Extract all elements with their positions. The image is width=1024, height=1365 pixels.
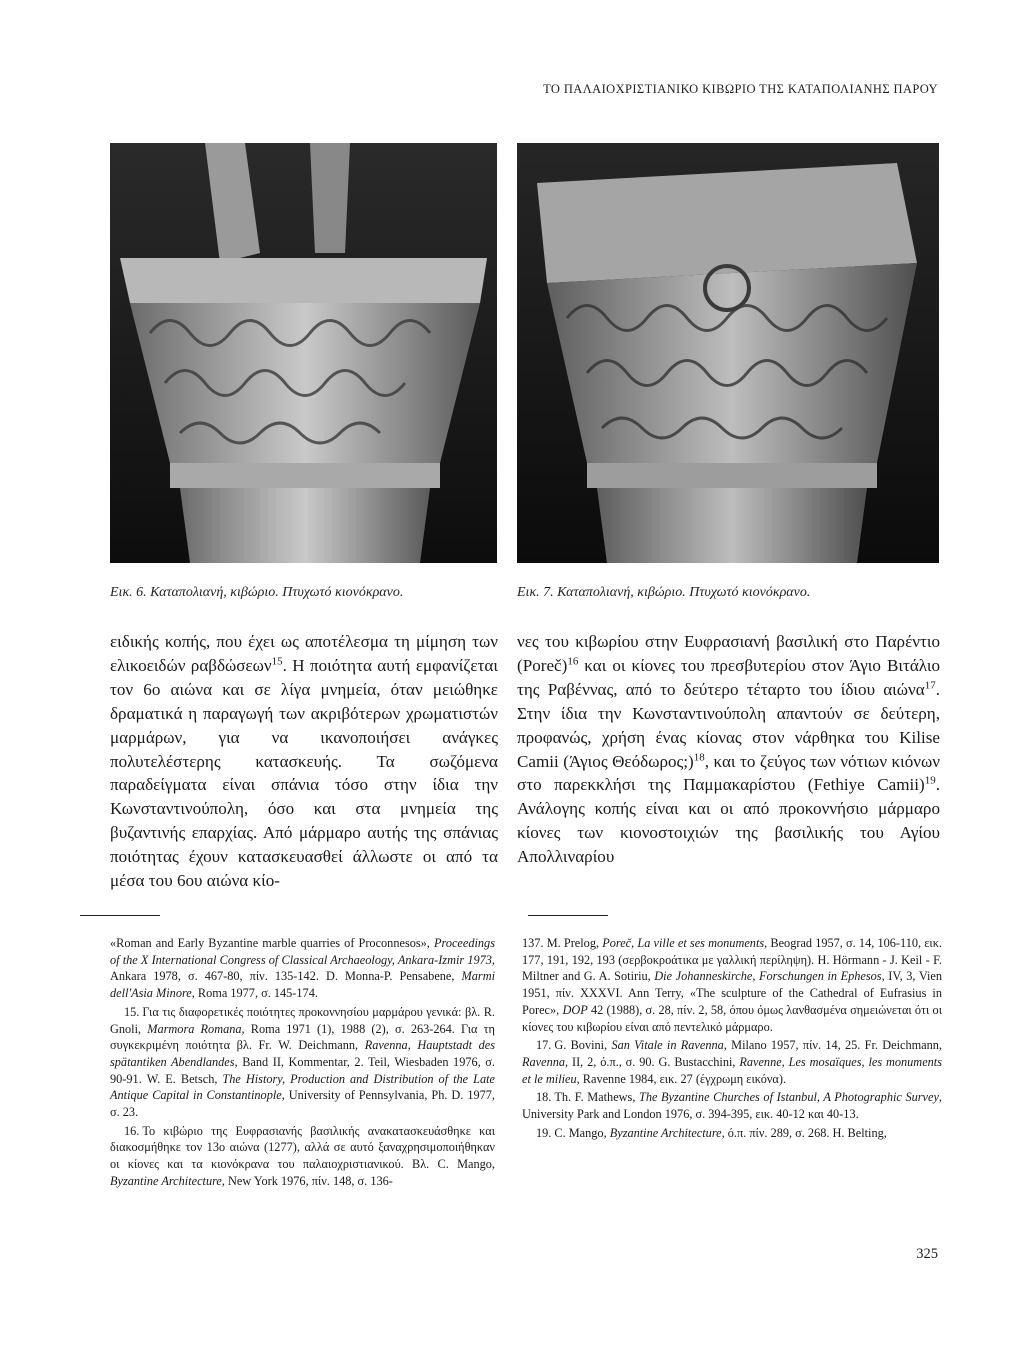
footnote-ref: 18: [693, 750, 705, 763]
page-number: 325: [916, 1246, 938, 1262]
footnote-title: Proceedings of the X International Congress of Classical Archaeology, Ankara-Izmir 1973: [110, 936, 495, 967]
body-text-segment: . Στην ίδια την Κωνσταντινούπολη απαντούν σε δεύτερη, προφανώς, χρήση ένας κίονας στον νάρθηκα του Kilise Camii (Άγιος Θεόδωρος;): [517, 679, 940, 771]
footnote-title: Die Johanneskirche, Forschungen in Ephesos: [654, 969, 882, 984]
body-text-segment: , και το ζεύγος των νότιων κιόνων στο παρεκκλήσι της Παμμακαρίστου (Fethiye Camii): [517, 751, 940, 795]
footnote-text: , Ankara 1978, σ. 467-80, πίν. 135-142. D. Monna-P. Pensabene,: [110, 952, 495, 984]
body-text-segment: και οι κίονες του πρεσβυτερίου στον Άγιο Βιτάλιο της Ραβέννας, από το δεύτερο τέταρτο του ίδιου αιώνα: [517, 655, 940, 699]
body-paragraph-left: [110, 630, 498, 893]
footnote-text: , Roma 1971 (1), 1988 (2), σ. 263-264. Για τη συγκεκριμένη ποιότητα βλ. Fr. W. Deichmann,: [110, 1021, 495, 1053]
footnote-title: Ravenna: [522, 1054, 566, 1069]
footnote-title: Byzantine Architecture: [110, 1173, 222, 1188]
footnote-text: , Beograd 1957, σ. 14, 106-110, εικ. 177, 191, 192, 193 (σερβοκροάτικα με γαλλική περίληψη). H. Hörmann - J. Keil - F. Miltner and G. A. Sotiriu,: [522, 936, 942, 984]
footnote-text: , University of Pennsylvania, Ph. D. 1977, σ. 23.: [110, 1088, 495, 1120]
body-text-right-column: [517, 630, 940, 869]
footnote-title: The History, Production and Distribution of the Late Antique Capital in Constantinople: [110, 1071, 495, 1103]
footnote-number: 17.: [536, 1038, 552, 1053]
footnote: [522, 935, 942, 1035]
footnote: [522, 1125, 942, 1142]
footnote-ref: 19: [924, 774, 936, 787]
footnote-title: Ravenna, Hauptstadt des spätantiken Abendlandes: [110, 1038, 496, 1069]
capital-photo-6: [110, 143, 497, 563]
footnote-text: , New York 1976, πίν. 148, σ. 136-: [221, 1173, 393, 1188]
footnote-ref: 16: [567, 655, 579, 668]
footnote-separator-right: [528, 915, 608, 916]
footnote-number: 18.: [536, 1090, 552, 1105]
footnote: [110, 1123, 495, 1190]
footnote-number: 16.: [124, 1123, 140, 1138]
footnote-title: San Vitale in Ravenna: [611, 1038, 724, 1053]
footnote-text: , Milano 1957, πίν. 14, 25. Fr. Deichmann,: [723, 1038, 942, 1053]
footnote-text: , Roma 1977, σ. 145-174.: [191, 986, 318, 1001]
footnote-text: Th. F. Mathews,: [554, 1090, 639, 1105]
footnote-title: Ravenne, Les mosaïques, les monuments et le milieu: [522, 1054, 942, 1086]
body-paragraph-right: [517, 630, 940, 869]
footnote-number: 15.: [124, 1004, 140, 1019]
footnote: [110, 935, 495, 1002]
footnote-ref: 17: [924, 679, 936, 692]
footnote-text: , IV, 3, Vien 1951, πίν. XXXVI. Ann Terry, «The sculpture of the Cathedral of Eufrasius in Porec»,: [522, 969, 943, 1017]
capital-photo-7: [517, 143, 939, 563]
footnote-text: , II, 2, ό.π., σ. 90. G. Bustacchini,: [565, 1054, 740, 1069]
footnote-title: Poreč, La ville et ses monuments: [602, 936, 765, 950]
footnote-separator-left: [80, 915, 160, 916]
body-text-segment: . Η ποιότητα αυτή εμφανίζεται τον 6ο αιώνα και σε λίγα μνημεία, όταν μειώθηκε δραματικά η παραγωγή των ακριβότερων χρωματιστών μαρμάρων, για να ικανοποιήσει ανάγκες πολυτελέστερης κατασκευής. Τα σωζόμενα παραδείγματα είναι σπάνια τόσο στην ίδια την Κωνσταντινούπολη, όσο και στα μνημεία της βυζαντινής επαρχίας. Από μάρμαρο αυτής της σπάνιας ποιότητας έχουν κατασκευασθεί άλλωστε οι από τα μέσα του 6ου αιώνα κίο-: [110, 655, 498, 891]
running-header: ΤΟ ΠΑΛΑΙΟΧΡΙΣΤΙΑΝΙΚΟ ΚΙΒΩΡΙΟ ΤΗΣ ΚΑΤΑΠΟΛΙΑΝΗΣ ΠΑΡΟΥ: [543, 82, 938, 96]
footnote-text: 137. M. Prelog,: [522, 936, 603, 950]
footnote-title: Byzantine Architecture: [609, 1125, 722, 1140]
footnote-text: Για τις διαφορετικές ποιότητες προκοννησίου μαρμάρου γενικά: βλ. R. Gnoli,: [110, 1004, 495, 1036]
footnote-title: Marmi dell'Asia Minore: [110, 969, 495, 1001]
footnote-text: 42 (1988), σ. 28, πίν. 2, 58, όπου όμως λανθασμένα σημειώνεται ότι οι κίονες του κιβωρίου είναι από πεντελικό μάρμαρο.: [522, 1002, 943, 1034]
footnote: [110, 1004, 495, 1121]
footnote: [522, 1089, 942, 1122]
body-text-segment: . Ανάλογης κοπής είναι και οι από προκοννήσιο μάρμαρο κίονες των κιονοστοιχιών της βασιλικής του Αγίου Απολλιναρίου: [517, 775, 940, 867]
footnote-text: , Ravenne 1984, εικ. 27 (έγχρωμη εικόνα).: [576, 1071, 787, 1086]
figure-6-caption: Εικ. 6. Καταπολιανή, κιβώριο. Πτυχωτό κιονόκρανο.: [110, 585, 404, 600]
footnote-number: 19.: [536, 1125, 552, 1140]
footnote: [522, 1037, 942, 1087]
figure-7-photo: [517, 143, 939, 563]
footnote-text: G. Bovini,: [554, 1038, 612, 1053]
figure-6-photo: [110, 143, 497, 563]
footnote-text: , ό.π. πίν. 289, σ. 268. H. Belting,: [721, 1125, 887, 1140]
footnote-title: Marmora Romana: [147, 1021, 242, 1036]
footnote-text: , Band II, Kommentar, 2. Teil, Wiesbaden 1976, σ. 90-91. W. E. Betsch,: [110, 1054, 495, 1086]
footnote-text: Το κιβώριο της Ευφρασιανής βασιλικής ανακατασκευάσθηκε και διακοσμήθηκε τον 13ο αιώνα (1277), αλλά σε αυτό ξαναχρησιμοποιήθηκαν οι κίονες και τα κιονόκρανα του παλαιοχριστιανικού. Βλ. C. Mango,: [110, 1123, 495, 1172]
figure-7-caption: Εικ. 7. Καταπολιανή, κιβώριο. Πτυχωτό κιονόκρανο.: [517, 585, 811, 600]
footnotes-right-column: [522, 935, 942, 1143]
footnote-title: The Byzantine Churches of Istanbul, A Photographic Survey: [639, 1090, 939, 1105]
body-text-left-column: [110, 630, 498, 893]
footnote-text: C. Mango,: [554, 1125, 610, 1140]
body-text-segment: ειδικής κοπής, που έχει ως αποτέλεσμα τη μίμηση των ελικοειδών ραβδώσεων: [110, 632, 498, 675]
body-text-segment: νες του κιβωρίου στην Ευφρασιανή βασιλική στο Παρέντιο (Poreč): [517, 632, 940, 675]
footnote-ref: 15: [271, 655, 283, 668]
footnotes-left-column: [110, 935, 495, 1192]
footnote-title: DOP: [562, 1002, 588, 1017]
footnote-text: «Roman and Early Byzantine marble quarries of Proconnesos»,: [110, 936, 434, 950]
footnote-text: , University Park and London 1976, σ. 394-395, εικ. 40-12 και 40-13.: [522, 1090, 942, 1122]
